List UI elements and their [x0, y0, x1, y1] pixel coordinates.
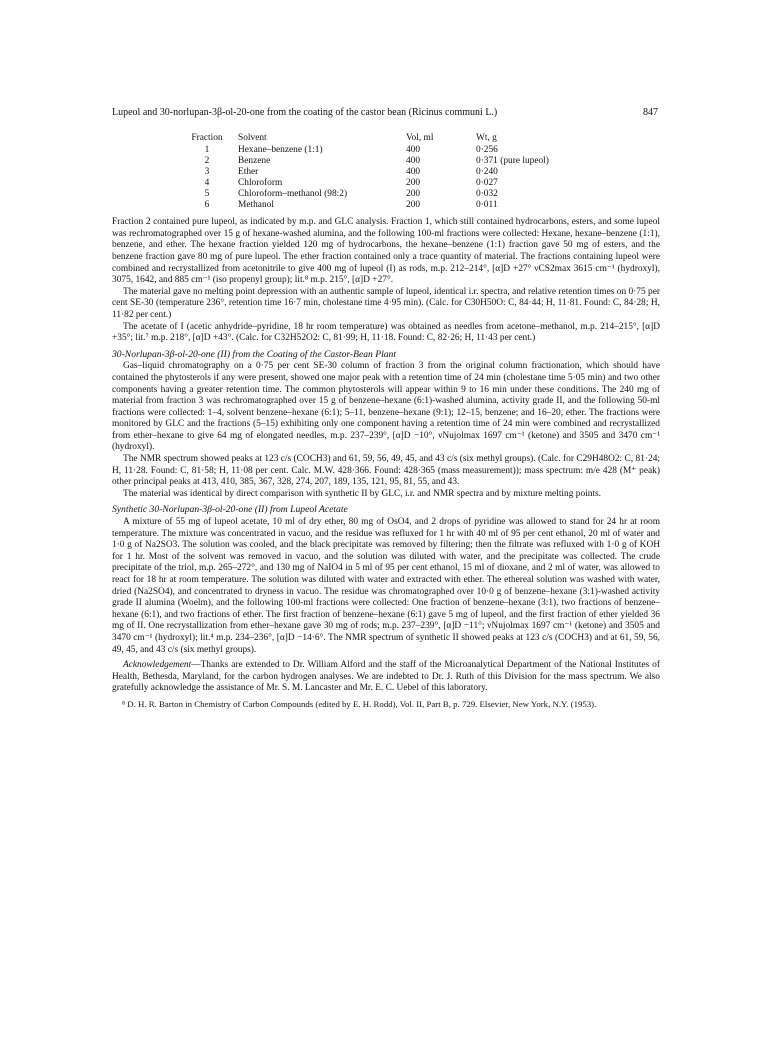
table-row: [176, 178, 596, 189]
cell-fraction: 2: [204, 156, 210, 167]
table-row: [176, 189, 596, 200]
cell-solvent: Chloroform: [238, 178, 283, 189]
cell-volume: 200: [406, 189, 421, 200]
footnote: ⁸ D. H. R. Barton in Chemistry of Carbon Compounds (edited by E. H. Rodd), Vol. II, Part B, p. 729. Elsevier, New York, N.Y. (1953).: [122, 698, 597, 709]
paragraph-identity-comparison: The material was identical by direct comparison with synthetic II by GLC, i.r. and NMR spectra and by mixture melting points.: [123, 488, 602, 499]
cell-solvent: Ether: [238, 167, 259, 178]
cell-fraction: 3: [204, 167, 210, 178]
cell-solvent: Hexane–benzene (1:1): [238, 145, 323, 156]
cell-volume: 400: [406, 167, 421, 178]
acknowledgement: [112, 660, 660, 695]
table-row: [176, 200, 596, 211]
paragraph-glc-analysis: Gas–liquid chromatography on a 0·75 per cent SE-30 column of fraction 3 from the original column fractionation, which should have contained the phytosterols if any were present, showed one major peak with a retention time of 24 min (cholestane time 5·05 min) and two other components having a greater retention time. The common phytosterols will appear within 9 to 16 min under these conditions. The 240 mg of material from fraction 3 was rechromatographed over 15 g of benzene–hexane (6:1)-washed alumina, activity grade II, and the following 50-ml fractions were collected: 1–4, solvent benzene–hexane (6:1); 5–11, benzene–hexane (9:1); 12–15, benzene; and 16–20, ether. The fractions were monitored by GLC and the fractions (5–15) exhibiting only one component having a retention time of 24 min were combined and recrystallized from ether–hexane to give 64 mg of elongated needles, m.p. 237–239°, [α]D −10°, νNujolmax 1697 cm⁻¹ (ketone) and 3505 and 3470 cm⁻¹ (hydroxyl).: [112, 361, 660, 453]
fraction-table: [176, 133, 596, 211]
table-row: [176, 156, 596, 167]
paragraph-nmr-spectrum: The NMR spectrum showed peaks at 123 c/s (COCH3) and 61, 59, 56, 49, 45, and 43 c/s (six methyl groups). (Calc. for C29H48O2: C, 81·24; H, 11·28. Found: C, 81·58; H, 11·08 per cent. Calc. M.W. 428·366. Found: 428·365 (mass measurement)); mass spectrum: m/e 428 (M⁺ peak) other principal peaks at 413, 410, 385, 367, 328, 274, 207, 189, 135, 121, 95, 81, 55, and 43.: [112, 454, 660, 488]
cell-volume: 400: [406, 145, 421, 156]
cell-weight: 0·027: [476, 178, 498, 189]
paragraph-synthesis-procedure: A mixture of 55 mg of lupeol acetate, 10 ml of dry ether, 80 mg of OsO4, and 2 drops of pyridine was allowed to stand for 24 hr at room temperature. The mixture was concentrated in vacuo, and the residue was refluxed for 1 hr with 40 ml of 95 per cent ethanol, 20 ml of water and 1·0 g of Na2SO3. The solution was cooled, and the black precipitate was removed by filtering; then the filtrate was refluxed with 1·0 g of KOH for 1 hr. Most of the solvent was removed in vacuo, and the solution was diluted with water, and the precipitate was collected. The crude precipitate of the triol, m.p. 265–272°, and 130 mg of NaIO4 in 5 ml of 95 per cent ethanol, 15 ml of dioxane, and 2 ml of water, was allowed to react for 18 hr at room temperature. The solution was diluted with water and extracted with ether. The ethereal solution was washed with water, dried (Na2SO4), and concentrated to dryness in vacuo. The residue was chromatographed over 10·0 g of benzene–hexane (3:1)-washed activity grade II alumina (Woelm), and the following 100-ml fractions were collected: One fraction of benzene–hexane (3:1), two fractions of benzene–hexane (6:1), and two fractions of ether. The first fraction of benzene–hexane (6:1) gave 5 mg of lupeol, and the first fraction of ether yielded 36 mg of II. One recrystallization from ether–hexane gave 30 mg of rods; m.p. 237–239°, [α]D −11°; νNujolmax 1697 cm⁻¹ (ketone) and 3505 and 3470 cm⁻¹ (hydroxyl); lit.⁴ m.p. 234–236°, [α]D −14·6°. The NMR spectrum of synthetic II showed peaks at 123 c/s (COCH3) and at 61, 59, 56, 49, 45, and 43 c/s (six methyl groups).: [112, 517, 660, 655]
section-heading-norlupanone-isolation: 30-Norlupan-3β-ol-20-one (II) from the Coating of the Castor-Bean Plant: [112, 348, 397, 360]
column-header-volume: Vol, ml: [406, 133, 434, 143]
column-header-weight: Wt, g: [476, 133, 497, 143]
paragraph-lupeol-acetate: The acetate of I (acetic anhydride–pyridine, 18 hr room temperature) was obtained as needles from acetone–methanol, m.p. 214–215°, [α]D +35°; lit.⁷ m.p. 218°, [α]D +43°. (Calc. for C32H52O2: C, 81·99; H, 11·18. Found: C, 82·26; H, 11·43 per cent.): [112, 321, 660, 344]
acknowledgement-label: Acknowledgement: [123, 660, 192, 671]
running-head-title: Lupeol and 30-norlupan-3β-ol-20-one from the coating of the castor bean (Ricinus communi L.): [112, 107, 498, 118]
page-number: 847: [643, 107, 658, 118]
running-head: [112, 106, 660, 119]
table-row: [176, 145, 596, 156]
cell-weight: 0·256: [476, 145, 498, 156]
cell-weight: 0·011: [476, 200, 498, 211]
cell-solvent: Methanol: [238, 200, 274, 211]
cell-weight: 0·371 (pure lupeol): [476, 156, 549, 167]
section-heading-synthetic-norlupanone: Synthetic 30-Norlupan-3β-ol-20-one (II) from Lupeol Acetate: [112, 504, 348, 516]
column-header-solvent: Solvent: [238, 133, 267, 143]
table-header-row: [176, 133, 596, 145]
cell-solvent: Benzene: [238, 156, 271, 167]
cell-weight: 0·240: [476, 167, 498, 178]
paper-page: [112, 106, 660, 710]
cell-fraction: 4: [204, 178, 210, 189]
cell-volume: 200: [406, 178, 421, 189]
acknowledgement-text: —Thanks are extended to Dr. William Alford and the staff of the Microanalytical Department of the National Institutes of Health, Bethesda, Maryland, for the carbon hydrogen analyses. We are indebted to Dr. J. Ruth of this Division for the mass spectrum. We also gratefully acknowledge the assistance of Mr. S. M. Lancaster and Mr. E. C. Uebel of this laboratory.: [112, 660, 660, 694]
cell-weight: 0·032: [476, 189, 498, 200]
column-header-fraction: Fraction: [191, 133, 223, 143]
cell-volume: 400: [406, 156, 421, 167]
cell-fraction: 6: [204, 200, 210, 211]
cell-solvent: Chloroform–methanol (98:2): [238, 189, 348, 200]
paragraph-fraction-results: Fraction 2 contained pure lupeol, as indicated by m.p. and GLC analysis. Fraction 1, which still contained hydrocarbons, esters, and some lupeol was rechromatographed over 15 g of hexane-washed alumina, and the following 100-ml fractions were collected: Hexane, hexane–benzene (1:1), benzene, and ether. The hexane fraction yielded 120 mg of hydrocarbons, the hexane–benzene (1:1) fraction gave 50 mg of esters, and the benzene fraction gave 80 mg of pure lupeol. The ether fraction contained only a trace quantity of material. The fractions containing lupeol were combined and recrystallized from acetonitrile to give 400 mg of lupeol (I) as rods, m.p. 212–214°, [α]D +27° νCS2max 3615 cm⁻¹ (hydroxyl), 3075, 1642, and 885 cm⁻¹ (iso propenyl group); lit.⁸ m.p. 215°, [α]D +27°.: [112, 217, 660, 286]
paragraph-lupeol-identity: The material gave no melting point depression with an authentic sample of lupeol, identical i.r. spectra, and relative retention times on 0·75 per cent SE-30 (temperature 236°, retention time 16·7 min, cholestane time 4·95 min). (Calc. for C30H50O: C, 84·44; H, 11·81. Found: C, 84·28; H, 11·82 per cent.): [112, 286, 660, 320]
cell-fraction: 1: [204, 145, 210, 156]
table-row: [176, 167, 596, 178]
cell-fraction: 5: [204, 189, 210, 200]
cell-volume: 200: [406, 200, 421, 211]
